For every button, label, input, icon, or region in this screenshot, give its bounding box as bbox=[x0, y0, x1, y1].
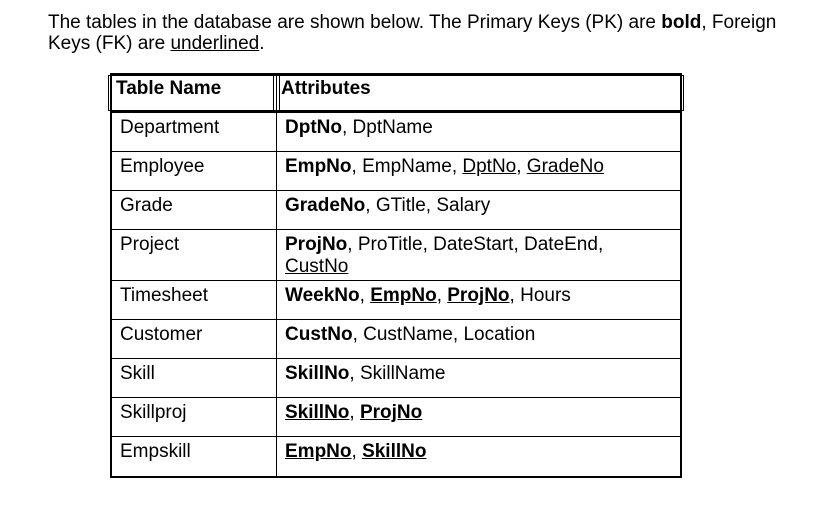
attribute-field: SkillName bbox=[359, 363, 446, 384]
attributes-cell: WeekNo, EmpNo, ProjNo, Hours bbox=[277, 281, 680, 320]
attributes-cell: EmpNo, EmpName, DptNo, GradeNo bbox=[277, 152, 680, 191]
attribute-pk: EmpNo bbox=[370, 285, 437, 306]
attributes-cell: SkillNo, ProjNo bbox=[277, 398, 680, 437]
attribute-fk: DptNo bbox=[462, 156, 517, 177]
header-label-table-name: Table Name bbox=[108, 75, 280, 111]
table-row bbox=[112, 320, 680, 359]
attribute-field: ProTitle bbox=[357, 234, 423, 255]
attribute-field: EmpName bbox=[362, 156, 452, 177]
table-name-cell: Department bbox=[112, 113, 277, 152]
schema-table bbox=[110, 73, 682, 478]
table-name-cell: Skill bbox=[112, 359, 277, 398]
attribute-field: GTitle bbox=[375, 195, 426, 216]
attribute-field: Location bbox=[463, 324, 536, 345]
attributes-cell: DptNo, DptName bbox=[277, 113, 680, 152]
table-row bbox=[112, 230, 680, 281]
table-row bbox=[112, 281, 680, 320]
table-name-cell: Employee bbox=[112, 152, 277, 191]
table-name-cell: Skillproj bbox=[112, 398, 277, 437]
attribute-fk: GradeNo bbox=[526, 156, 604, 177]
attribute-field: DptName bbox=[352, 117, 433, 138]
header-label-attributes: Attributes bbox=[273, 75, 684, 111]
attribute-pk: EmpNo bbox=[285, 441, 352, 462]
attributes-cell: ProjNo, ProTitle, DateStart, DateEnd, CustNo bbox=[277, 230, 680, 281]
intro-text-2: , Foreign Keys (FK) are bbox=[48, 12, 777, 54]
table-row bbox=[112, 437, 680, 476]
attributes-cell: CustNo, CustName, Location bbox=[277, 320, 680, 359]
attribute-pk: ProjNo bbox=[359, 402, 423, 423]
schema-body bbox=[112, 113, 680, 476]
attribute-field: DateStart bbox=[433, 234, 514, 255]
table-name-cell: Timesheet bbox=[112, 281, 277, 320]
table-row bbox=[112, 152, 680, 191]
table-name-cell: Project bbox=[112, 230, 277, 281]
attribute-field: Hours bbox=[520, 285, 571, 306]
intro-text-3: . bbox=[259, 33, 265, 54]
table-name-cell: Grade bbox=[112, 191, 277, 230]
attribute-pk: SkillNo bbox=[285, 363, 350, 384]
table-row bbox=[112, 113, 680, 152]
attribute-pk: CustNo bbox=[285, 324, 353, 345]
attribute-pk: WeekNo bbox=[285, 285, 360, 306]
attribute-field: DateEnd bbox=[524, 234, 598, 255]
header-row bbox=[112, 75, 680, 113]
table-row bbox=[112, 191, 680, 230]
table-name-cell: Customer bbox=[112, 320, 277, 359]
header-cell-table-name bbox=[112, 75, 277, 113]
attribute-pk: SkillNo bbox=[285, 402, 350, 423]
table-name-cell: Empskill bbox=[112, 437, 277, 476]
intro-paragraph bbox=[48, 12, 818, 54]
attribute-pk: GradeNo bbox=[285, 195, 366, 216]
table-row bbox=[112, 398, 680, 437]
attribute-pk: ProjNo bbox=[285, 234, 348, 255]
attribute-fk: CustNo bbox=[285, 256, 349, 277]
intro-text-1: The tables in the database are shown below. The Primary Keys (PK) are bbox=[48, 12, 662, 33]
attribute-pk: ProjNo bbox=[447, 285, 510, 306]
attributes-cell: SkillNo, SkillName bbox=[277, 359, 680, 398]
attribute-field: CustName bbox=[363, 324, 453, 345]
attributes-cell: GradeNo, GTitle, Salary bbox=[277, 191, 680, 230]
attribute-pk: EmpNo bbox=[285, 156, 352, 177]
table-row bbox=[112, 359, 680, 398]
intro-bold-example: bold bbox=[661, 12, 702, 33]
attribute-pk: DptNo bbox=[285, 117, 342, 138]
attribute-pk: SkillNo bbox=[362, 441, 427, 462]
attribute-field: Salary bbox=[436, 195, 491, 216]
intro-underline-example: underlined bbox=[170, 33, 260, 54]
header-cell-attributes bbox=[277, 75, 680, 113]
attributes-cell: EmpNo, SkillNo bbox=[285, 441, 427, 462]
